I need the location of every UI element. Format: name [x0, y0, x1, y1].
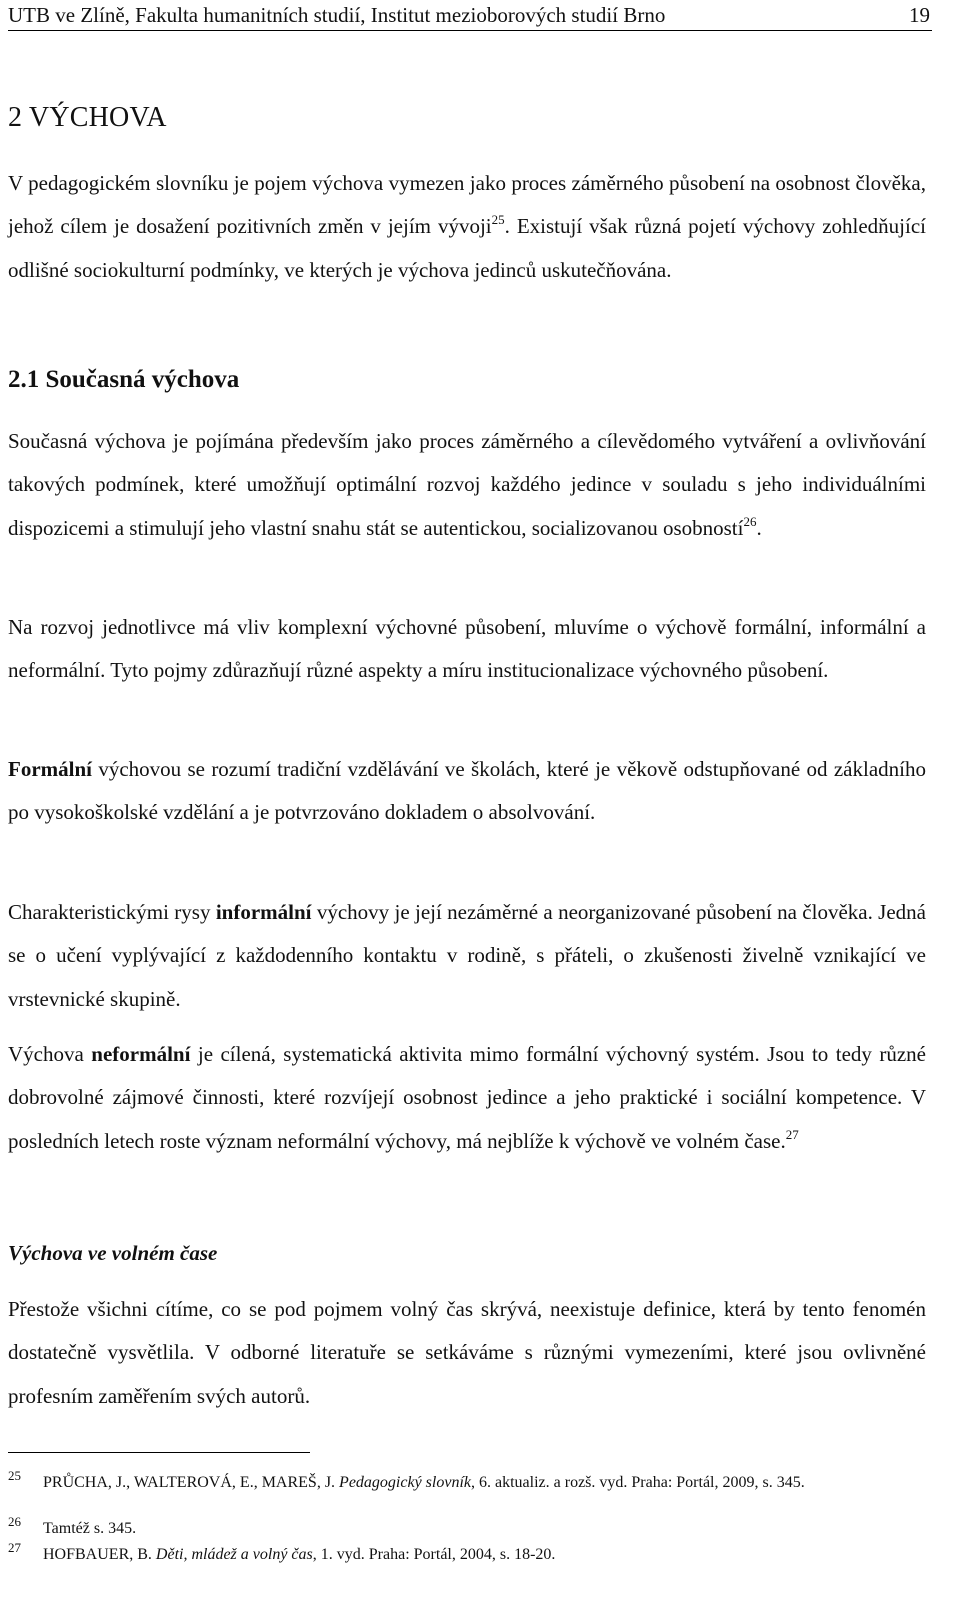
paragraph-text-continued: výchovy je její nezáměrné a neorganizované působení na člověka. Jedná se o učení vyplývající z každodenního kontaktu v rodině, s přáteli, o zkušenosti živelně vznikající ve vrstevnické skupině. [8, 900, 926, 1011]
section-paragraph-3 [8, 748, 926, 835]
footnote-ref-26[interactable]: 26 [743, 513, 757, 529]
paragraph-text-continued: je cílená, systematická aktivita mimo formální výchovný systém. Jsou to tedy různé dobrovolné zájmové činnosti, které rozvíjejí osobnost jedince a jeho praktické i sociální kompetence. V posledních letech roste význam neformální výchovy, má nejblíže k výchově ve volném čase. [8, 1042, 927, 1153]
section-paragraph-4 [8, 891, 926, 1021]
footnote-publication: , 6. aktualiz. a rozš. vyd. Praha: Portál, 2009, s. 345. [471, 1474, 805, 1491]
paragraph-text: Výchova [8, 1042, 92, 1066]
intro-text: V pedagogickém slovníku je pojem výchova vymezen jako proces záměrného působení na osobnost člověka, jehož cílem je dosažení pozitivních změn v jejím vývoji [8, 171, 926, 239]
section-paragraph-1 [8, 420, 926, 550]
chapter-heading: 2 VÝCHOVA [8, 102, 167, 133]
subsection-paragraph: Přestože všichni cítíme, co se pod pojmem volný čas skrývá, neexistuje definice, která by tento fenomén dostatečně vysvětlila. V odborné literatuře se setkáváme s různými vymezeními, které jsou ovlivněné profesním zaměřením svých autorů. [8, 1297, 926, 1408]
footnote-separator [8, 1452, 310, 1453]
footnote-book-title: Pedagogický slovník [339, 1474, 471, 1491]
footnote-25 [8, 1468, 926, 1493]
term-nonformal: neformální [91, 1042, 191, 1066]
footnote-26 [8, 1514, 926, 1539]
page-header [8, 2, 932, 31]
footnote-number: 26 [8, 1514, 21, 1529]
header-title: UTB ve Zlíně, Fakulta humanitních studií, Institut mezioborových studií Brno [8, 3, 666, 27]
chapter-intro-paragraph [8, 162, 926, 292]
footnote-publication: , 1. vyd. Praha: Portál, 2004, s. 18-20. [312, 1546, 556, 1563]
footnote-authors: PRŮCHA, J., WALTEROVÁ, E., MAREŠ, J. [43, 1474, 340, 1491]
footnote-number: 27 [8, 1540, 21, 1555]
paragraph-text: výchovou se rozumí tradiční vzdělávání ve školách, které je věkově odstupňované od základního po vysokoškolské vzdělání a je potvrzováno dokladem o absolvování. [8, 757, 926, 825]
term-formal: Formální [8, 757, 92, 781]
paragraph-text: Současná výchova je pojímána především jako proces záměrného a cílevědomého vytváření a ovlivňování takových podmínek, které umožňují optimální rozvoj každého jedince v souladu s jeho individuálními dispozicemi a stimulují jeho vlastní snahu stát se autentickou, socializovanou osobností [8, 429, 926, 540]
footnote-27 [8, 1540, 926, 1565]
page-number: 19 [909, 3, 930, 27]
footnote-ref-27[interactable]: 27 [785, 1126, 799, 1142]
section-paragraph-2: Na rozvoj jednotlivce má vliv komplexní výchovné působení, mluvíme o výchově formální, informální a neformální. Tyto pojmy zdůrazňují různé aspekty a míru institucionalizace výchovného působení. [8, 615, 926, 683]
paragraph-text: Charakteristickými rysy [8, 900, 216, 924]
subsection-heading: Výchova ve volném čase [8, 1241, 218, 1265]
footnote-text [43, 1472, 926, 1493]
section-heading: 2.1 Současná výchova [8, 366, 240, 393]
footnote-book-title: Děti, mládež a volný čas [155, 1546, 313, 1563]
term-informal: informální [215, 900, 312, 924]
paragraph-text-end: . [756, 515, 762, 540]
footnote-text [43, 1544, 926, 1565]
intro-text-continued: . Existují však různá pojetí výchovy zohledňující odlišné sociokulturní podmínky, ve kterých je výchova jedinců uskutečňována. [8, 214, 927, 282]
footnote-text: Tamtéž s. 345. [43, 1520, 137, 1537]
section-paragraph-5 [8, 1033, 926, 1163]
footnote-authors: HOFBAUER, B. [43, 1546, 156, 1563]
footnote-number: 25 [8, 1468, 21, 1483]
footnote-ref-25[interactable]: 25 [491, 212, 505, 228]
